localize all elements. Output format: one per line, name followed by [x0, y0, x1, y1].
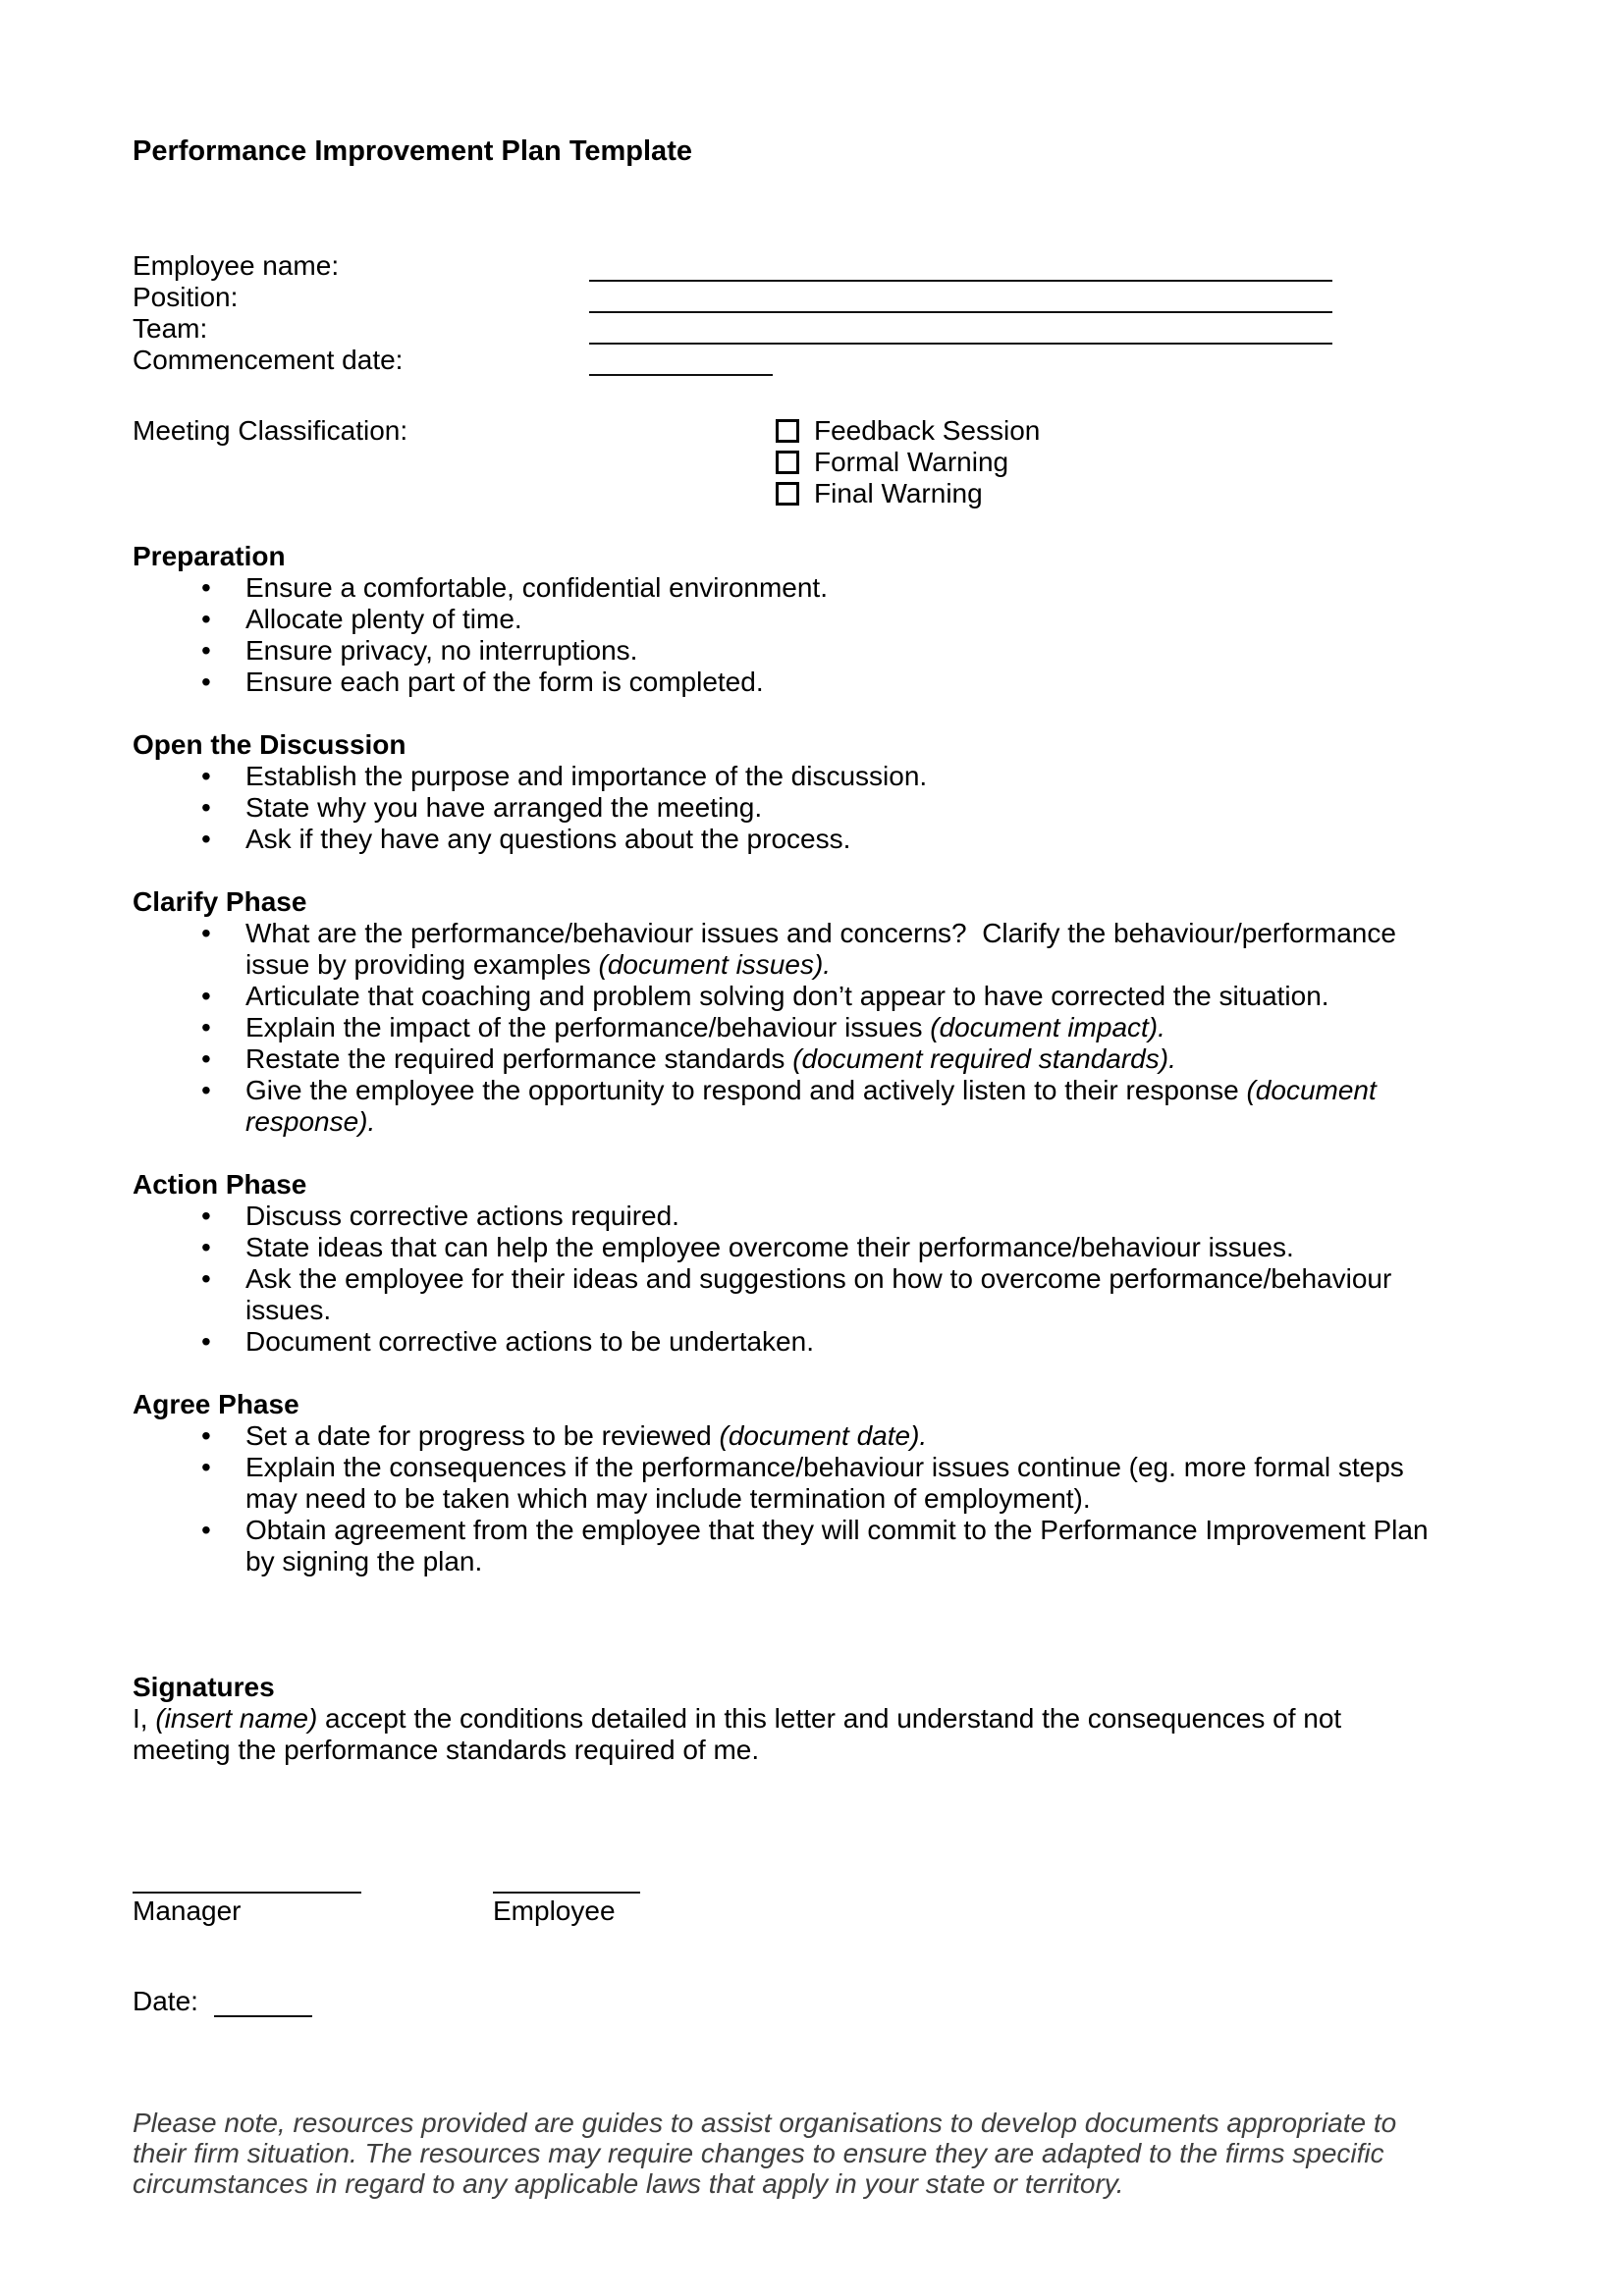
option-final-warning: [776, 478, 1040, 509]
formal-warning-label: Formal Warning: [814, 447, 1009, 477]
list-item: • Establish the purpose and importance of the discussion.: [133, 761, 1437, 792]
manager-signature-column: [133, 1868, 493, 1927]
list-item: • Ensure each part of the form is completed.: [133, 667, 1437, 698]
position-input-line[interactable]: [589, 290, 1332, 313]
employee-signature-column: [493, 1868, 886, 1927]
feedback-session-checkbox[interactable]: [776, 419, 799, 443]
list-item: • State ideas that can help the employee overcome their performance/behaviour issues.: [133, 1232, 1437, 1263]
list-item: • Explain the impact of the performance/behaviour issues (document impact).: [133, 1012, 1437, 1043]
section-heading-agree-phase: Agree Phase: [133, 1389, 299, 1419]
date-label: Date:: [133, 1986, 198, 2016]
final-warning-checkbox[interactable]: [776, 482, 799, 506]
field-position: [133, 282, 1437, 313]
footer-disclaimer: Please note, resources provided are guides to assist organisations to develop documents appropriate to their firm situation. The resources may require changes to ensure they are adapted to the firms specific circumstances in regard to any applicable laws that apply in your state or territory.: [133, 2108, 1397, 2199]
section-heading-preparation: Preparation: [133, 541, 286, 571]
date-row: [133, 1986, 1437, 2017]
list-item: • Restate the required performance standards (document required standards).: [133, 1043, 1437, 1075]
section-heading-signatures: Signatures: [133, 1672, 275, 1702]
section-heading-action-phase: Action Phase: [133, 1169, 307, 1200]
list-item: • Discuss corrective actions required.: [133, 1201, 1437, 1232]
list-item: • Give the employee the opportunity to respond and actively listen to their response (document response).: [133, 1075, 1437, 1138]
option-formal-warning: [776, 447, 1040, 478]
manager-label: Manager: [133, 1896, 242, 1926]
meeting-classification-label: Meeting Classification:: [133, 415, 408, 446]
agree-phase-list: [133, 1420, 1437, 1577]
page-title: Performance Improvement Plan Template: [133, 135, 692, 167]
action-phase-list: [133, 1201, 1437, 1358]
employee-name-input-line[interactable]: [589, 258, 1332, 282]
list-item: • Explain the consequences if the performance/behaviour issues continue (eg. more formal steps may need to be taken which may include termination of employment).: [133, 1452, 1437, 1515]
meeting-classification: [133, 415, 1437, 509]
employee-signature-line[interactable]: [493, 1868, 640, 1894]
field-team: [133, 313, 1437, 345]
date-input-line[interactable]: [214, 1992, 312, 2017]
option-feedback-session: [776, 415, 1040, 447]
field-employee-name: [133, 250, 1437, 282]
commencement-date-input-line[interactable]: [589, 352, 773, 376]
list-item: • Document corrective actions to be undertaken.: [133, 1326, 1437, 1358]
field-label: Employee name:: [133, 250, 340, 281]
signature-statement: I, (insert name) accept the conditions detailed in this letter and understand the consequences of not meeting the performance standards required of me.: [133, 1703, 1349, 1765]
list-item: • Ask if they have any questions about the process.: [133, 824, 1437, 855]
team-input-line[interactable]: [589, 321, 1332, 345]
classification-options: [776, 415, 1040, 509]
feedback-session-label: Feedback Session: [814, 415, 1041, 446]
field-commencement-date: [133, 345, 1437, 376]
section-heading-open-discussion: Open the Discussion: [133, 729, 406, 760]
list-item: • Ask the employee for their ideas and suggestions on how to overcome performance/behaviour issues.: [133, 1263, 1437, 1326]
field-label: Position:: [133, 282, 239, 312]
employee-label: Employee: [493, 1896, 616, 1926]
list-item: • Obtain agreement from the employee that they will commit to the Performance Improvement Plan by signing the plan.: [133, 1515, 1437, 1577]
list-item: • Articulate that coaching and problem solving don’t appear to have corrected the situation.: [133, 981, 1437, 1012]
list-item: • Set a date for progress to be reviewed (document date).: [133, 1420, 1437, 1452]
section-heading-clarify-phase: Clarify Phase: [133, 886, 307, 917]
field-label: Commencement date:: [133, 345, 404, 375]
preparation-list: [133, 572, 1437, 698]
header-fields: [133, 250, 1437, 376]
formal-warning-checkbox[interactable]: [776, 451, 799, 474]
clarify-phase-list: [133, 918, 1437, 1138]
field-label: Team:: [133, 313, 208, 344]
list-item: • What are the performance/behaviour issues and concerns? Clarify the behaviour/performance issue by providing examples (document issues).: [133, 918, 1437, 981]
signature-block: [133, 1868, 1437, 1927]
list-item: • Ensure a comfortable, confidential environment.: [133, 572, 1437, 604]
list-item: • State why you have arranged the meeting.: [133, 792, 1437, 824]
open-discussion-list: [133, 761, 1437, 855]
list-item: • Allocate plenty of time.: [133, 604, 1437, 635]
final-warning-label: Final Warning: [814, 478, 983, 508]
list-item: • Ensure privacy, no interruptions.: [133, 635, 1437, 667]
manager-signature-line[interactable]: [133, 1868, 361, 1894]
